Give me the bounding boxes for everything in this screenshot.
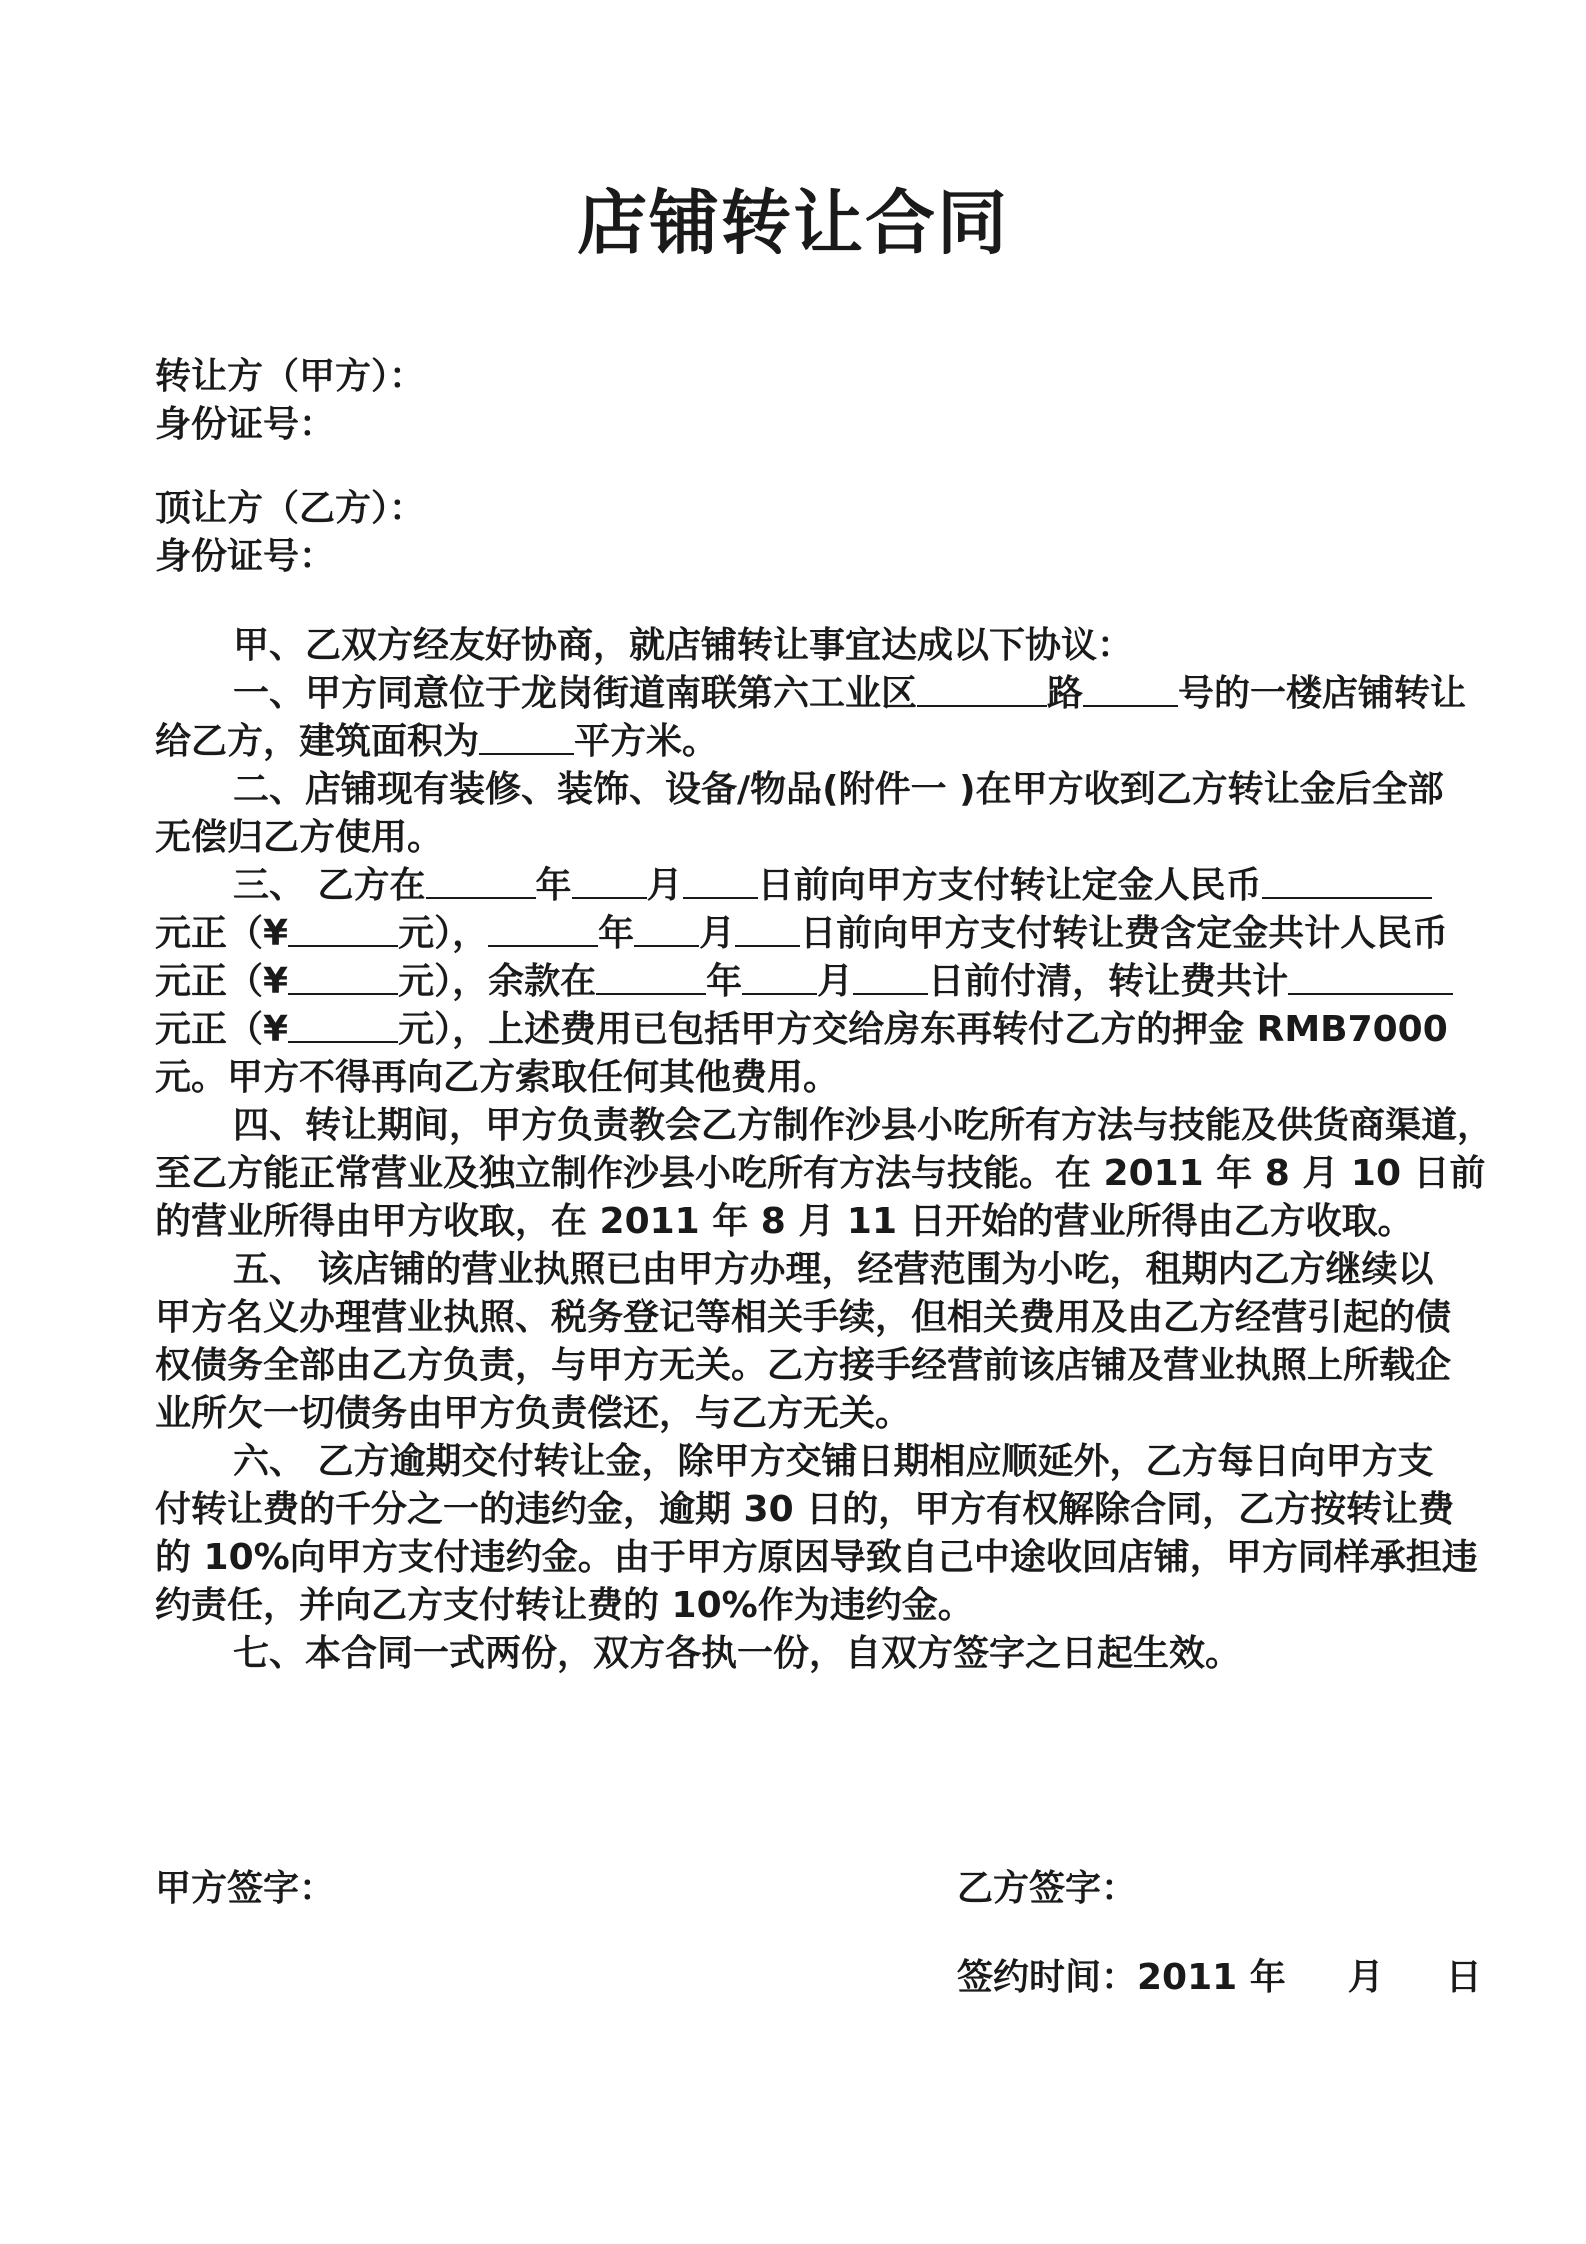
party-a-signature-label: 甲方签字： [155, 1868, 336, 1909]
clause-4-line-1: 四、转让期间，甲方负责教会乙方制作沙县小吃所有方法与技能及供货商渠道， [233, 1105, 1494, 1146]
month-label: 月 [817, 961, 854, 1002]
clause-3-line-5: 元。甲方不得再向乙方索取任何其他费用。 [155, 1057, 840, 1098]
year-label: 年 [598, 913, 635, 954]
clause-5-line-3: 权债务全部由乙方负责，与甲方无关。乙方接手经营前该店铺及营业执照上所载企 [155, 1345, 1452, 1386]
year-label: 年 [535, 865, 572, 906]
signing-month-label: 月 [1347, 1957, 1384, 1998]
clause-2-line-1: 二、店铺现有装修、装饰、设备/物品(附件一 )在甲方收到乙方转让金后全部 [233, 769, 1444, 810]
month-label: 月 [699, 913, 736, 954]
year-label: 年 [706, 961, 743, 1002]
fee-yuan-blank [288, 959, 398, 995]
clause-2-line-2: 无偿归乙方使用。 [155, 817, 444, 858]
deposit-text: 日前向甲方支付转让定金人民币 [757, 865, 1262, 906]
fee-day-blank [735, 911, 800, 947]
total-amount-blank [1288, 959, 1453, 995]
signing-date [957, 1953, 1482, 2003]
deposit-year-blank [426, 863, 536, 899]
fee-text: 日前向甲方支付转让费含定金共计人民币 [800, 913, 1449, 954]
rmb-deposit-text: 元），上述费用已包括甲方交给房东再转付乙方的押金 RMB7000 [398, 1009, 1448, 1050]
clause-4-line-2: 至乙方能正常营业及独立制作沙县小吃所有方法与技能。在 2011 年 8 月 10 日前 [155, 1153, 1486, 1194]
contract-body [155, 622, 1494, 1678]
deposit-amount-blank [1262, 863, 1432, 899]
yuan-label: 元正（¥ [155, 961, 289, 1002]
balance-text: 元），余款在 [398, 961, 597, 1002]
yuan-close: 元）， [398, 913, 489, 954]
total-yuan-blank [288, 1007, 398, 1043]
clause-3-line-3 [155, 958, 1445, 1006]
clause-6-line-2: 付转让费的千分之一的违约金，逾期 30 日的，甲方有权解除合同，乙方按转让费 [155, 1489, 1455, 1530]
deposit-month-blank [572, 863, 647, 899]
intro-line: 甲、乙双方经友好协商，就店铺转让事宜达成以下协议： [233, 625, 1134, 666]
party-b-label: 顶让方（乙方）： [155, 488, 426, 529]
clause-5-line-4: 业所欠一切债务由甲方负责偿还，与乙方无关。 [155, 1393, 912, 1434]
area-blank [479, 719, 574, 755]
clause-3-line-2 [155, 910, 1449, 958]
deposit-day-blank [683, 863, 758, 899]
clause-6-line-4: 约责任，并向乙方支付转让费的 10%作为违约金。 [155, 1585, 974, 1626]
clause-3-text: 三、 乙方在 [233, 865, 426, 906]
road-label: 路 [1047, 673, 1084, 714]
clause-5-line-2: 甲方名义办理营业执照、税务登记等相关手续，但相关费用及由乙方经营引起的债 [155, 1297, 1452, 1338]
party-a-label: 转让方（甲方）： [155, 356, 426, 397]
street-blank [917, 671, 1047, 707]
yuan-label: 元正（¥ [155, 913, 289, 954]
area-unit: 平方米。 [574, 721, 719, 762]
balance-month-blank [742, 959, 817, 995]
balance-year-blank [596, 959, 706, 995]
clause-1-line-2 [155, 718, 1445, 766]
area-label: 给乙方，建筑面积为 [155, 721, 480, 762]
fee-year-blank [488, 911, 598, 947]
number-blank [1083, 671, 1178, 707]
month-label: 月 [646, 865, 683, 906]
clause-6-line-1: 六、 乙方逾期交付转让金，除甲方交铺日期相应顺延外，乙方每日向甲方支 [233, 1441, 1434, 1482]
clause-1-text: 一、甲方同意位于龙岗街道南联第六工业区 [233, 673, 918, 714]
document-title: 店铺转让合同 [577, 182, 1009, 264]
party-b-id-label: 身份证号： [155, 536, 336, 577]
clause-1-text-2: 号的一楼店铺转让 [1178, 673, 1467, 714]
fee-month-blank [634, 911, 699, 947]
deposit-yuan-blank [288, 911, 398, 947]
clause-3-line-1 [155, 862, 1445, 910]
party-b-signature-label: 乙方签字： [957, 1868, 1138, 1909]
clause-5-line-1: 五、 该店铺的营业执照已由甲方办理，经营范围为小吃，租期内乙方继续以 [233, 1249, 1434, 1290]
clause-1-line-1 [155, 670, 1467, 718]
clause-7-line-1: 七、本合同一式两份，双方各执一份，自双方签字之日起生效。 [233, 1633, 1242, 1674]
clause-3-line-4 [155, 1006, 1448, 1054]
signing-date-label: 签约时间：2011 年 [957, 1957, 1286, 1998]
party-a-id-label: 身份证号： [155, 404, 336, 445]
signing-day-label: 日 [1445, 1957, 1482, 1998]
yuan-label: 元正（¥ [155, 1009, 289, 1050]
clause-6-line-3: 的 10%向甲方支付违约金。由于甲方原因导致自己中途收回店铺，甲方同样承担违 [155, 1537, 1478, 1578]
total-text: 日前付清，转让费共计 [928, 961, 1289, 1002]
balance-day-blank [853, 959, 928, 995]
clause-4-line-3: 的营业所得由甲方收取，在 2011 年 8 月 11 日开始的营业所得由乙方收取。 [155, 1201, 1414, 1242]
